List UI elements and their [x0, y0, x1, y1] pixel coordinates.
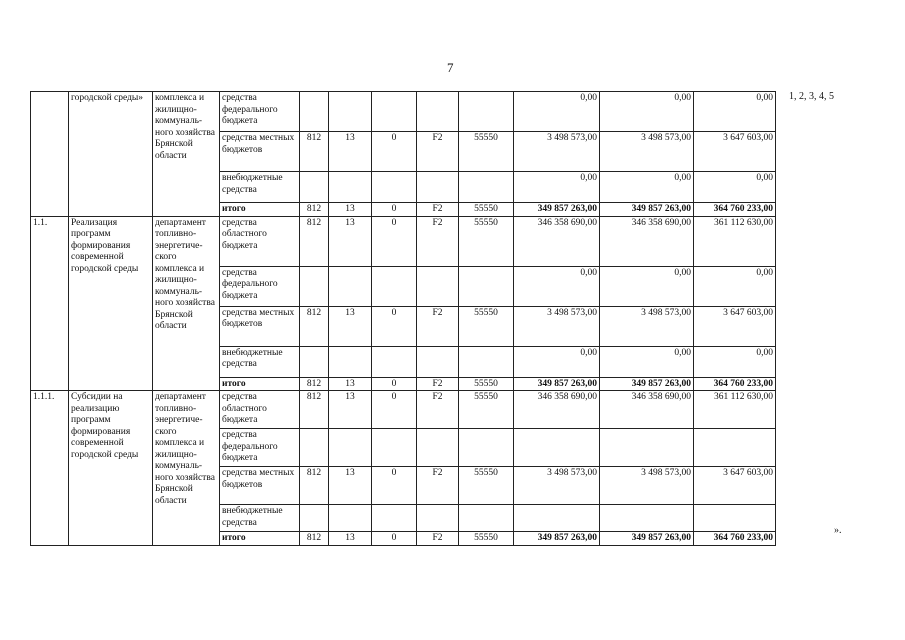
cell-year1: 3 498 573,00	[514, 132, 600, 172]
cell-year1: 3 498 573,00	[514, 306, 600, 346]
cell-pr	[372, 505, 417, 532]
cell-cs1	[417, 346, 459, 377]
cell-year2: 3 498 573,00	[600, 467, 694, 505]
cell-cs2: 55550	[459, 467, 514, 505]
executor-name: департамент топливно-энергетиче-ского комплекса и жилищно-коммуналь-ного хозяйства Брянской области	[153, 216, 220, 391]
cell-year3: 364 760 233,00	[694, 203, 776, 217]
cell-cs1: F2	[417, 203, 459, 217]
cell-rz	[329, 92, 372, 132]
cell-rz	[329, 429, 372, 467]
funding-source: средства федерального бюджета	[220, 266, 300, 306]
budget-table	[30, 91, 776, 546]
cell-year3: 0,00	[694, 92, 776, 132]
cell-cs2: 55550	[459, 216, 514, 266]
cell-grbs	[300, 266, 329, 306]
cell-rz: 13	[329, 532, 372, 546]
cell-rz: 13	[329, 391, 372, 429]
cell-cs2: 55550	[459, 203, 514, 217]
executor-name: департамент топливно-энергетиче-ского комплекса и жилищно-коммуналь-ного хозяйства Брянской области	[153, 391, 220, 546]
cell-rz	[329, 172, 372, 203]
row-number: 1.1.1.	[31, 391, 69, 546]
cell-cs1: F2	[417, 532, 459, 546]
cell-year1: 0,00	[514, 92, 600, 132]
cell-grbs: 812	[300, 377, 329, 391]
cell-year1: 3 498 573,00	[514, 467, 600, 505]
cell-cs1: F2	[417, 391, 459, 429]
funding-source: средства федерального бюджета	[220, 429, 300, 467]
cell-pr: 0	[372, 377, 417, 391]
cell-cs2: 55550	[459, 532, 514, 546]
cell-year3: 0,00	[694, 346, 776, 377]
cell-grbs: 812	[300, 532, 329, 546]
table-row	[31, 216, 776, 266]
cell-year2: 349 857 263,00	[600, 377, 694, 391]
cell-year3: 0,00	[694, 266, 776, 306]
cell-year3	[694, 429, 776, 467]
cell-rz	[329, 505, 372, 532]
cell-year1: 0,00	[514, 266, 600, 306]
page-number: 7	[447, 60, 454, 75]
cell-cs1: F2	[417, 306, 459, 346]
cell-year3: 3 647 603,00	[694, 467, 776, 505]
cell-pr	[372, 172, 417, 203]
cell-pr: 0	[372, 203, 417, 217]
cell-year3: 364 760 233,00	[694, 532, 776, 546]
row-number: 1.1.	[31, 216, 69, 391]
measure-name: городской среды»	[69, 92, 153, 217]
cell-rz: 13	[329, 203, 372, 217]
cell-cs1	[417, 172, 459, 203]
cell-year2: 0,00	[600, 346, 694, 377]
cell-grbs	[300, 92, 329, 132]
cell-year3: 361 112 630,00	[694, 216, 776, 266]
cell-cs1: F2	[417, 132, 459, 172]
cell-pr: 0	[372, 467, 417, 505]
cell-cs2: 55550	[459, 132, 514, 172]
cell-pr: 0	[372, 132, 417, 172]
funding-source: средства федерального бюджета	[220, 92, 300, 132]
cell-year2	[600, 429, 694, 467]
side-note: 1, 2, 3, 4, 5	[789, 91, 834, 102]
cell-cs2	[459, 266, 514, 306]
cell-rz: 13	[329, 377, 372, 391]
table-row	[31, 92, 776, 132]
cell-grbs	[300, 505, 329, 532]
cell-year2: 3 498 573,00	[600, 132, 694, 172]
funding-source: средства местных бюджетов	[220, 132, 300, 172]
cell-cs2: 55550	[459, 391, 514, 429]
cell-year1	[514, 429, 600, 467]
cell-grbs: 812	[300, 391, 329, 429]
cell-pr: 0	[372, 532, 417, 546]
funding-source: средства областного бюджета	[220, 391, 300, 429]
cell-year3: 3 647 603,00	[694, 132, 776, 172]
cell-year2: 346 358 690,00	[600, 391, 694, 429]
cell-year2: 3 498 573,00	[600, 306, 694, 346]
cell-cs2: 55550	[459, 306, 514, 346]
cell-grbs: 812	[300, 216, 329, 266]
cell-pr	[372, 429, 417, 467]
cell-rz: 13	[329, 306, 372, 346]
funding-source: внебюджетные средства	[220, 172, 300, 203]
cell-rz: 13	[329, 132, 372, 172]
cell-cs1	[417, 505, 459, 532]
cell-grbs	[300, 346, 329, 377]
cell-year2	[600, 505, 694, 532]
cell-cs2	[459, 505, 514, 532]
cell-grbs	[300, 172, 329, 203]
funding-source: внебюджетные средства	[220, 346, 300, 377]
cell-cs2	[459, 346, 514, 377]
cell-grbs	[300, 429, 329, 467]
cell-pr: 0	[372, 391, 417, 429]
funding-source: средства областного бюджета	[220, 216, 300, 266]
cell-year2: 0,00	[600, 266, 694, 306]
cell-cs1: F2	[417, 467, 459, 505]
cell-year3	[694, 505, 776, 532]
cell-year2: 0,00	[600, 92, 694, 132]
funding-source: итого	[220, 532, 300, 546]
cell-pr	[372, 346, 417, 377]
funding-source: итого	[220, 377, 300, 391]
cell-year2: 349 857 263,00	[600, 203, 694, 217]
funding-source: средства местных бюджетов	[220, 467, 300, 505]
table-row	[31, 391, 776, 429]
cell-pr: 0	[372, 306, 417, 346]
cell-year3: 361 112 630,00	[694, 391, 776, 429]
cell-pr: 0	[372, 216, 417, 266]
cell-grbs: 812	[300, 132, 329, 172]
cell-rz	[329, 346, 372, 377]
cell-year1: 0,00	[514, 172, 600, 203]
cell-year1: 349 857 263,00	[514, 377, 600, 391]
cell-year2: 349 857 263,00	[600, 532, 694, 546]
funding-source: средства местных бюджетов	[220, 306, 300, 346]
measure-name: Реализация программ формирования современной городской среды	[69, 216, 153, 391]
cell-rz	[329, 266, 372, 306]
cell-cs1	[417, 266, 459, 306]
cell-cs1	[417, 92, 459, 132]
cell-cs2	[459, 172, 514, 203]
closing-quote: ».	[834, 525, 842, 536]
cell-year2: 346 358 690,00	[600, 216, 694, 266]
cell-cs1: F2	[417, 216, 459, 266]
cell-pr	[372, 266, 417, 306]
cell-grbs: 812	[300, 203, 329, 217]
measure-name: Субсидии на реализацию программ формирования современной городской среды	[69, 391, 153, 546]
cell-year3: 364 760 233,00	[694, 377, 776, 391]
cell-year1	[514, 505, 600, 532]
cell-pr	[372, 92, 417, 132]
cell-cs1: F2	[417, 377, 459, 391]
cell-year2: 0,00	[600, 172, 694, 203]
cell-grbs: 812	[300, 467, 329, 505]
cell-cs2: 55550	[459, 377, 514, 391]
cell-rz: 13	[329, 467, 372, 505]
cell-grbs: 812	[300, 306, 329, 346]
executor-name: комплекса и жилищно-коммуналь-ного хозяйства Брянской области	[153, 92, 220, 217]
cell-cs2	[459, 429, 514, 467]
cell-year3: 0,00	[694, 172, 776, 203]
cell-cs1	[417, 429, 459, 467]
funding-source: итого	[220, 203, 300, 217]
cell-year1: 346 358 690,00	[514, 391, 600, 429]
cell-cs2	[459, 92, 514, 132]
cell-rz: 13	[329, 216, 372, 266]
cell-year1: 349 857 263,00	[514, 532, 600, 546]
cell-year1: 0,00	[514, 346, 600, 377]
cell-year1: 349 857 263,00	[514, 203, 600, 217]
funding-source: внебюджетные средства	[220, 505, 300, 532]
cell-year3: 3 647 603,00	[694, 306, 776, 346]
row-number	[31, 92, 69, 217]
cell-year1: 346 358 690,00	[514, 216, 600, 266]
